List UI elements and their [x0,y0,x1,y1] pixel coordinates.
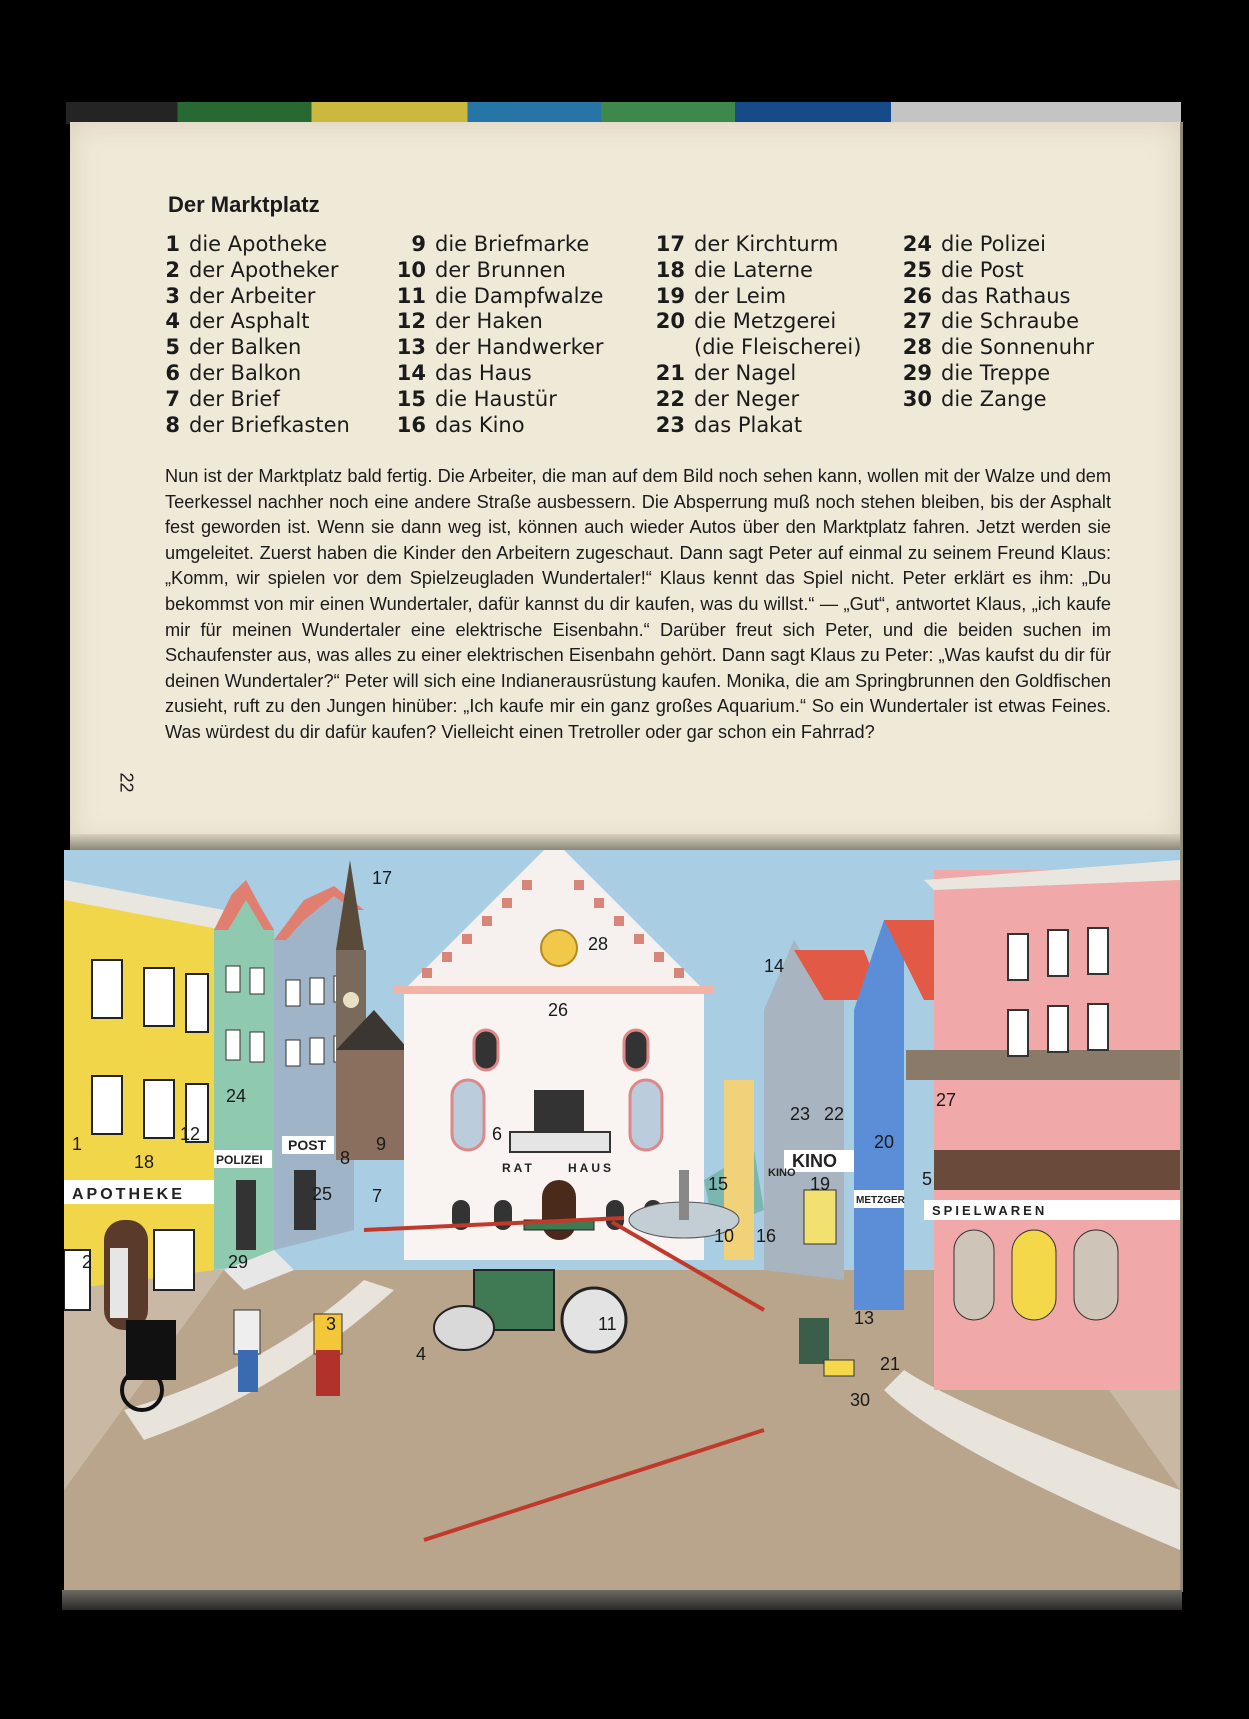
vocab-item [650,361,861,387]
label-7: 7 [372,1186,383,1206]
vocab-item [160,284,350,310]
vocab-number: 5 [165,335,180,360]
vocab-column-3 [650,232,861,438]
vocab-word: die Metzgerei [694,309,837,334]
vocab-item [650,309,861,361]
vocab-word: der Kirchturm [694,232,839,256]
vocab-item [393,232,604,258]
vocab-word: das Haus [435,360,532,385]
label-22: 22 [824,1104,845,1124]
vocab-word: das Rathaus [941,283,1071,308]
vocab-word: der Brief [189,386,280,411]
vocab-number: 11 [396,283,426,308]
vocab-number: 4 [165,309,180,334]
vocab-number: 8 [165,412,180,437]
vocab-number: 24 [902,232,932,256]
label-29: 29 [228,1252,249,1272]
label-24: 24 [226,1086,247,1106]
vocab-word: die Apotheke [189,232,328,256]
vocab-entry [694,361,796,387]
vocab-entry [694,284,786,310]
church-nave [336,1050,408,1160]
label-16: 16 [756,1226,777,1246]
rathaus-sign-left: RAT [502,1161,535,1175]
vocab-entry [189,258,339,284]
book-bottom-edge [62,1590,1182,1610]
vocab-number: 16 [396,412,426,437]
market-square-illustration [64,850,1180,1590]
apotheke-sign-text: APOTHEKE [72,1186,185,1203]
vocab-entry [189,361,301,387]
vocab-column-1 [160,232,350,438]
vocab-number: 13 [396,335,426,360]
sun-dial [541,930,577,966]
book-cover-edge [66,102,1181,124]
vocab-item [393,335,604,361]
vocab-item [650,284,861,310]
vocab-item [897,284,1094,310]
vocab-entry [941,232,1046,258]
vocab-word: die Laterne [694,257,813,282]
vocab-number: 17 [655,232,685,256]
vocab-number: 29 [902,360,932,385]
vocab-item [160,413,350,439]
vocab-entry [694,232,838,258]
pharmacist [110,1248,128,1318]
rathaus-door [542,1180,576,1240]
vocab-word: der Handwerker [435,335,604,360]
vocab-word: der Neger [694,386,800,411]
apotheke-window [154,1230,194,1290]
vocab-alternative: (die Fleischerei) [694,335,862,360]
vocab-word: der Balken [189,335,302,360]
vocab-entry [694,413,802,439]
label-23: 23 [790,1104,811,1124]
vocab-item [160,361,350,387]
vocab-item [160,258,350,284]
vocab-column-4 [897,232,1094,413]
post-sign: POST [288,1137,327,1153]
vocab-entry [189,335,301,361]
vocab-entry [435,284,603,310]
vocab-item [650,387,861,413]
vocab-word: die Dampfwalze [435,283,604,308]
vocab-entry [435,335,604,361]
vocab-word: die Zange [941,386,1047,411]
vocab-number: 9 [411,232,426,256]
label-5: 5 [922,1169,933,1189]
vocab-entry [435,232,589,258]
vocab-word: der Balkon [189,360,302,385]
vocab-entry [694,258,813,284]
vocab-number: 21 [655,360,685,385]
vocab-number: 20 [655,309,685,334]
vocab-word: die Polizei [941,232,1046,256]
page-title: Der Marktplatz [168,192,320,217]
vocab-item [897,232,1094,258]
vocab-word: der Nagel [694,360,797,385]
vocab-item [650,232,861,258]
vocab-entry [435,258,566,284]
vocab-item [897,258,1094,284]
vocab-word: der Leim [694,283,787,308]
vocab-number: 25 [902,257,932,282]
vocab-entry [189,413,350,439]
vocab-column-2 [393,232,604,438]
vocab-item [160,309,350,335]
vocab-item [160,335,350,361]
vocab-entry [941,387,1047,413]
label-13: 13 [854,1308,875,1328]
vocab-number: 18 [655,257,685,282]
rathaus-balcony [510,1132,610,1152]
vocab-number: 6 [165,360,180,385]
vocab-entry [941,309,1079,335]
rathaus-sign-right: HAUS [568,1161,615,1175]
vocab-item [897,309,1094,335]
page-number: 22 [116,772,137,793]
vocab-entry [189,387,280,413]
vocab-entry [435,387,557,413]
vocab-number: 27 [902,309,932,334]
vocab-item [393,361,604,387]
label-20: 20 [874,1132,895,1152]
vocab-item [650,413,861,439]
vocab-entry [941,284,1070,310]
label-19: 19 [810,1174,831,1194]
vocab-entry [694,309,861,361]
vocab-number: 23 [655,412,685,437]
vocab-item [897,335,1094,361]
label-12: 12 [180,1124,201,1144]
vocab-word: die Briefmarke [435,232,590,256]
vocab-word: der Asphalt [189,309,310,334]
vocab-number: 30 [902,386,932,411]
kino-sign: KINO [792,1151,837,1171]
vocab-number: 26 [902,283,932,308]
craftsman [799,1318,829,1364]
label-28: 28 [588,934,609,954]
label-3: 3 [326,1314,337,1334]
vocab-entry [189,284,315,310]
vocab-entry [435,413,525,439]
label-18: 18 [134,1152,155,1172]
vocab-number: 2 [165,257,180,282]
label-17: 17 [372,868,393,888]
vocab-word: die Sonnenuhr [941,335,1095,360]
vocab-number: 1 [165,232,180,256]
illustration-svg [64,850,1180,1590]
vocab-word: der Haken [435,309,543,334]
vocab-word: der Apotheker [189,257,339,282]
vocab-entry [941,258,1024,284]
polizei-door [236,1180,256,1250]
label-10: 10 [714,1226,735,1246]
vocab-word: der Arbeiter [189,283,316,308]
wooden-balcony-roof [906,1050,1180,1080]
vocab-entry [189,309,309,335]
metzger-sign: METZGER [856,1195,905,1206]
vocab-number: 12 [396,309,426,334]
label-21: 21 [880,1354,901,1374]
label-27: 27 [936,1090,957,1110]
vocab-word: das Kino [435,412,525,437]
vocab-item [160,387,350,413]
vocab-number: 15 [396,386,426,411]
vocab-item [897,387,1094,413]
cinema-poster [804,1190,836,1244]
label-11: 11 [598,1314,617,1334]
vocab-word: der Briefkasten [189,412,350,437]
label-14: 14 [764,956,785,976]
label-25: 25 [312,1184,333,1204]
vocab-number: 19 [655,283,685,308]
label-4: 4 [416,1344,427,1364]
vocab-word: die Post [941,257,1024,282]
vocab-entry [435,361,532,387]
vocab-word: die Schraube [941,309,1080,334]
label-9: 9 [376,1134,387,1154]
vocab-item [897,361,1094,387]
vocab-entry [941,361,1050,387]
vocab-item [393,309,604,335]
vocab-number: 3 [165,283,180,308]
vocab-word: der Brunnen [435,257,566,282]
vocab-number: 7 [165,386,180,411]
vocab-item [650,258,861,284]
label-30: 30 [850,1390,871,1410]
label-8: 8 [340,1148,351,1168]
vocab-item [160,232,350,258]
vocab-item [393,258,604,284]
vocab-word: das Plakat [694,412,803,437]
label-26: 26 [548,1000,569,1020]
vocab-number: 22 [655,386,685,411]
label-1: 1 [72,1134,83,1154]
vocab-item [393,387,604,413]
vocab-entry [694,387,799,413]
vocab-word: die Treppe [941,360,1051,385]
vocab-number: 28 [902,335,932,360]
vocab-number: 10 [396,257,426,282]
vocab-entry [435,309,543,335]
page-gutter [70,834,1180,850]
vocab-item [393,284,604,310]
vocab-entry [189,232,327,258]
kino-sign-small: KINO [768,1167,796,1179]
label-6: 6 [492,1124,503,1144]
wooden-balcony [934,1150,1180,1190]
worker-white [234,1310,260,1354]
story-paragraph: Nun ist der Marktplatz bald fertig. Die Arbeiter, die man auf dem Bild noch sehen kann, wollen mit der Walze und dem Teerkessel nachher noch eine andere Straße ausbessern. Die Absperrung muß noch stehen bleiben, bis der Asphalt fest geworden ist. Wenn sie dann weg ist, können auch wieder Autos über den Marktplatz fahren. Jetzt werden sie umgeleitet. Zuerst haben die Kinder den Arbeitern zugeschaut. Dann sagt Peter auf einmal zu seinem Freund Klaus: „Komm, wir spielen vor dem Spielzeugladen Wundertaler!“ Klaus kennt das Spiel nicht. Peter erklärt es ihm: „Du bekommst von mir einen Wundertaler, dafür kannst du dir kaufen, was du willst.“ — „Gut“, antwortet Klaus, „ich kaufe mir für meinen Wundertaler eine elektrische Eisenbahn.“ Darüber freut sich Peter, und die beiden suchen im Schaufenster aus, was alles zu einer elektrischen Eisenbahn gehört. Dann sagt Klaus zu Peter: „Was kaufst du dir für deinen Wundertaler?“ Peter will sich eine Indianerausrüstung kaufen. Monika, die am Springbrunnen den Goldfischen zusieht, ruft zu den Jungen hinüber: „Ich kaufe mir ein ganz großes Aquarium.“ So ein Wundertaler ist etwas Feines. Was würdest du dir dafür kaufen? Vielleicht einen Tretroller oder gar schon ein Fahrrad? [165,466,1111,742]
vocab-item [393,413,604,439]
label-2: 2 [82,1252,93,1272]
vocab-word: die Haustür [435,386,557,411]
rathaus-balcony-door [534,1090,584,1134]
spielwaren-sign: SPIELWAREN [932,1203,1048,1218]
vocab-number: 14 [396,360,426,385]
steamroller-drum [434,1306,494,1350]
polizei-sign: POLIZEI [216,1153,263,1167]
label-15: 15 [708,1174,729,1194]
toolbox [824,1360,854,1376]
vocab-entry [941,335,1094,361]
